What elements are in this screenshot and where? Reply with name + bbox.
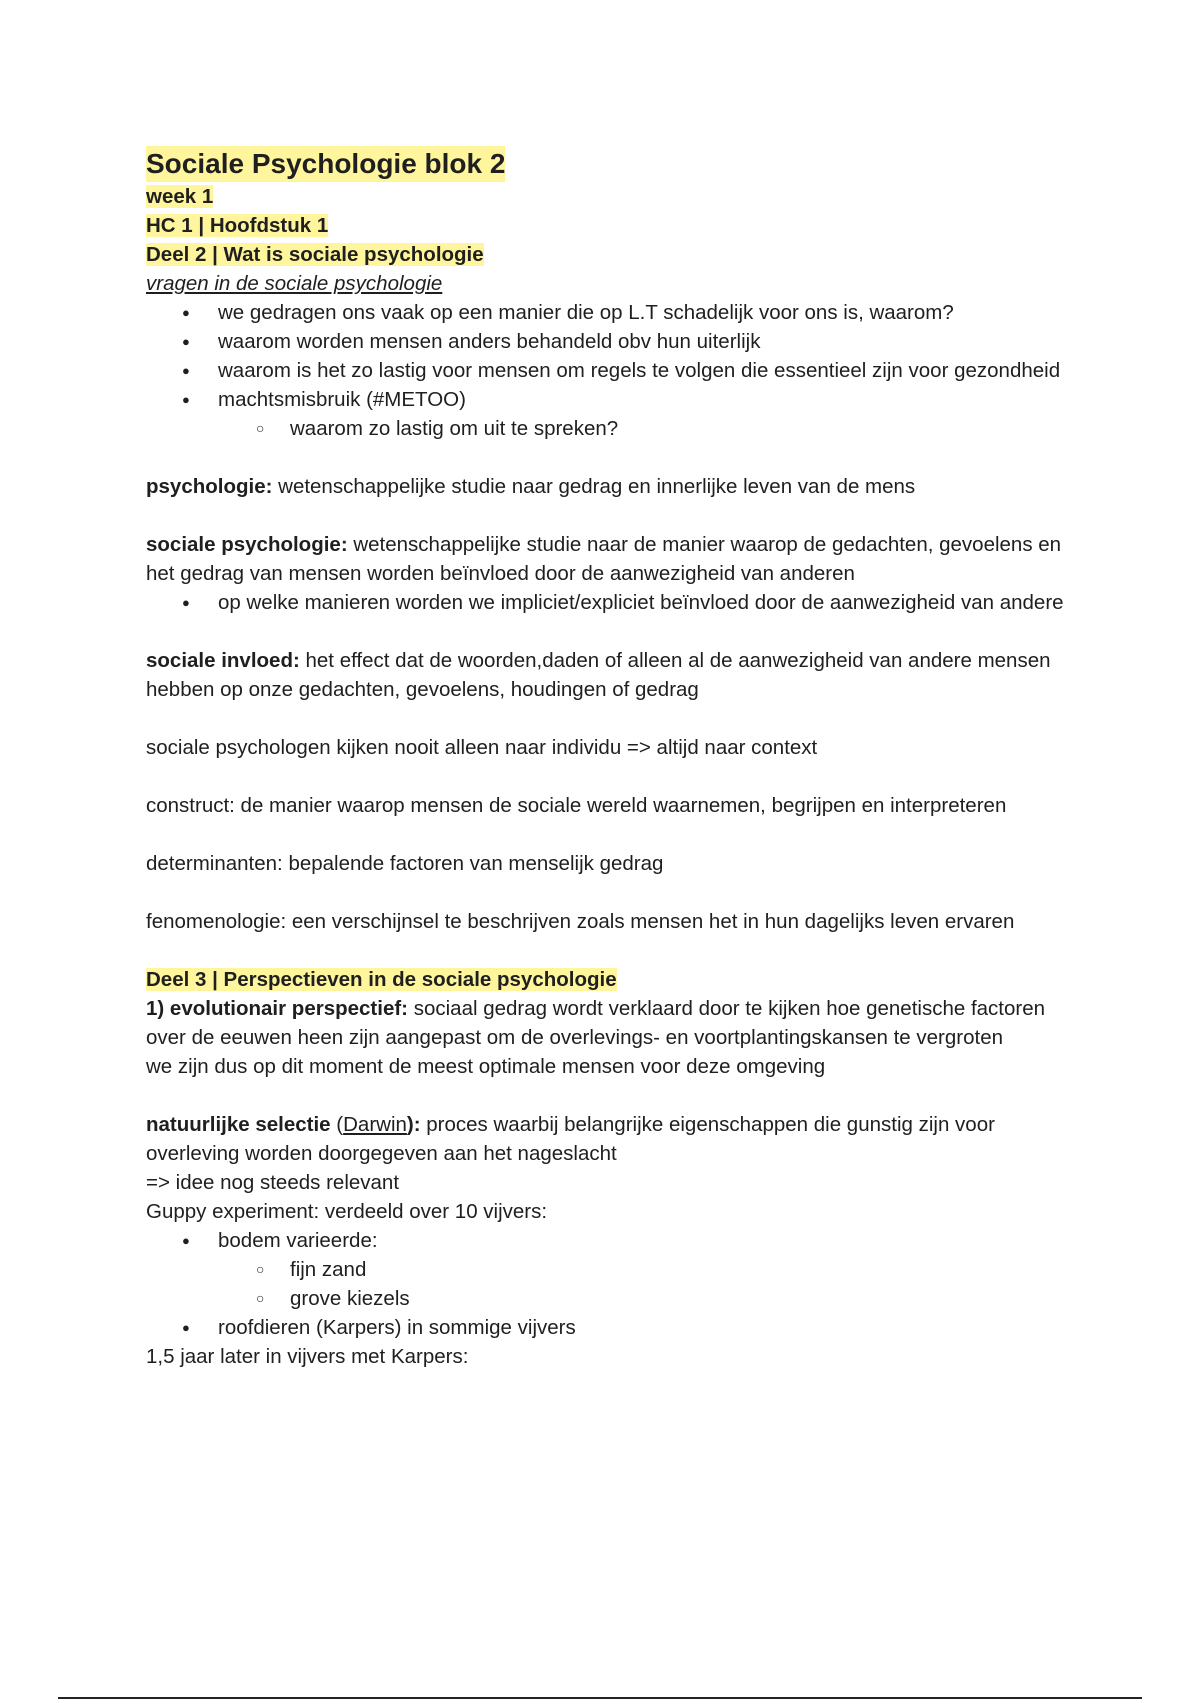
guppy-list bbox=[146, 1226, 1066, 1342]
page-divider bbox=[58, 1697, 1142, 1699]
week-heading: week 1 bbox=[146, 185, 214, 208]
darwin-link: Darwin bbox=[343, 1113, 407, 1136]
definition-construct: construct: de manier waarop mensen de sociale wereld waarnemen, begrijpen en interpreteren bbox=[146, 794, 1007, 817]
evolutionair-perspectief: 1) evolutionair perspectief: sociaal gedrag wordt verklaard door te kijken hoe genetische factoren over de eeuwen heen zijn aangepast om de overlevings- en voortplantingskansen te vergroten bbox=[146, 997, 1046, 1049]
deel3-heading: Deel 3 | Perspectieven in de sociale psychologie bbox=[146, 968, 617, 991]
later-note: 1,5 jaar later in vijvers met Karpers: bbox=[146, 1345, 469, 1368]
list-item: ● roofdieren (Karpers) in sommige vijvers bbox=[146, 1313, 1066, 1342]
definition-sociale-psychologie: sociale psychologie: wetenschappelijke studie naar de manier waarop de gedachten, gevoelens en het gedrag van mensen worden beïnvloed door de aanwezigheid van anderen bbox=[146, 533, 1062, 585]
document-page bbox=[146, 146, 1066, 1371]
definition-natuurlijke-selectie: natuurlijke selectie (Darwin): proces waarbij belangrijke eigenschappen die gunstig zijn voor overleving worden doorgegeven aan het nageslacht bbox=[146, 1113, 995, 1165]
deel2-heading: Deel 2 | Wat is sociale psychologie bbox=[146, 243, 484, 266]
idee-note: => idee nog steeds relevant bbox=[146, 1171, 400, 1194]
vragen-list bbox=[146, 298, 1066, 443]
list-item: ● bodem varieerde: bbox=[146, 1226, 1066, 1255]
list-item: ● op welke manieren worden we impliciet/expliciet beïnvloed door de aanwezigheid van andere bbox=[146, 588, 1066, 617]
vragen-heading: vragen in de sociale psychologie bbox=[146, 272, 443, 295]
definition-psychologie: psychologie: wetenschappelijke studie naar gedrag en innerlijke leven van de mens bbox=[146, 475, 916, 498]
definition-determinanten: determinanten: bepalende factoren van menselijk gedrag bbox=[146, 852, 664, 875]
list-item: ● we gedragen ons vaak op een manier die op L.T schadelijk voor ons is, waarom? bbox=[146, 298, 1066, 327]
list-item: ● waarom is het zo lastig voor mensen om regels te volgen die essentieel zijn voor gezondheid bbox=[146, 356, 1066, 385]
evolutionair-note: we zijn dus op dit moment de meest optimale mensen voor deze omgeving bbox=[146, 1055, 826, 1078]
context-note: sociale psychologen kijken nooit alleen naar individu => altijd naar context bbox=[146, 736, 818, 759]
list-item: ● waarom worden mensen anders behandeld obv hun uiterlijk bbox=[146, 327, 1066, 356]
definition-fenomenologie: fenomenologie: een verschijnsel te beschrijven zoals mensen het in hun dagelijks leven ervaren bbox=[146, 910, 1015, 933]
list-item: ● machtsmisbruik (#METOO) bbox=[146, 385, 1066, 414]
sub-list-item: ○ fijn zand bbox=[146, 1255, 1066, 1284]
sub-list-item: ○ waarom zo lastig om uit te spreken? bbox=[146, 414, 1066, 443]
hc-heading: HC 1 | Hoofdstuk 1 bbox=[146, 214, 329, 237]
sub-list-item: ○ grove kiezels bbox=[146, 1284, 1066, 1313]
guppy-note: Guppy experiment: verdeeld over 10 vijvers: bbox=[146, 1200, 548, 1223]
document-title: Sociale Psychologie blok 2 bbox=[146, 146, 505, 182]
definition-sociale-invloed: sociale invloed: het effect dat de woorden,daden of alleen al de aanwezigheid van andere mensen hebben op onze gedachten, gevoelens, houdingen of gedrag bbox=[146, 649, 1051, 701]
